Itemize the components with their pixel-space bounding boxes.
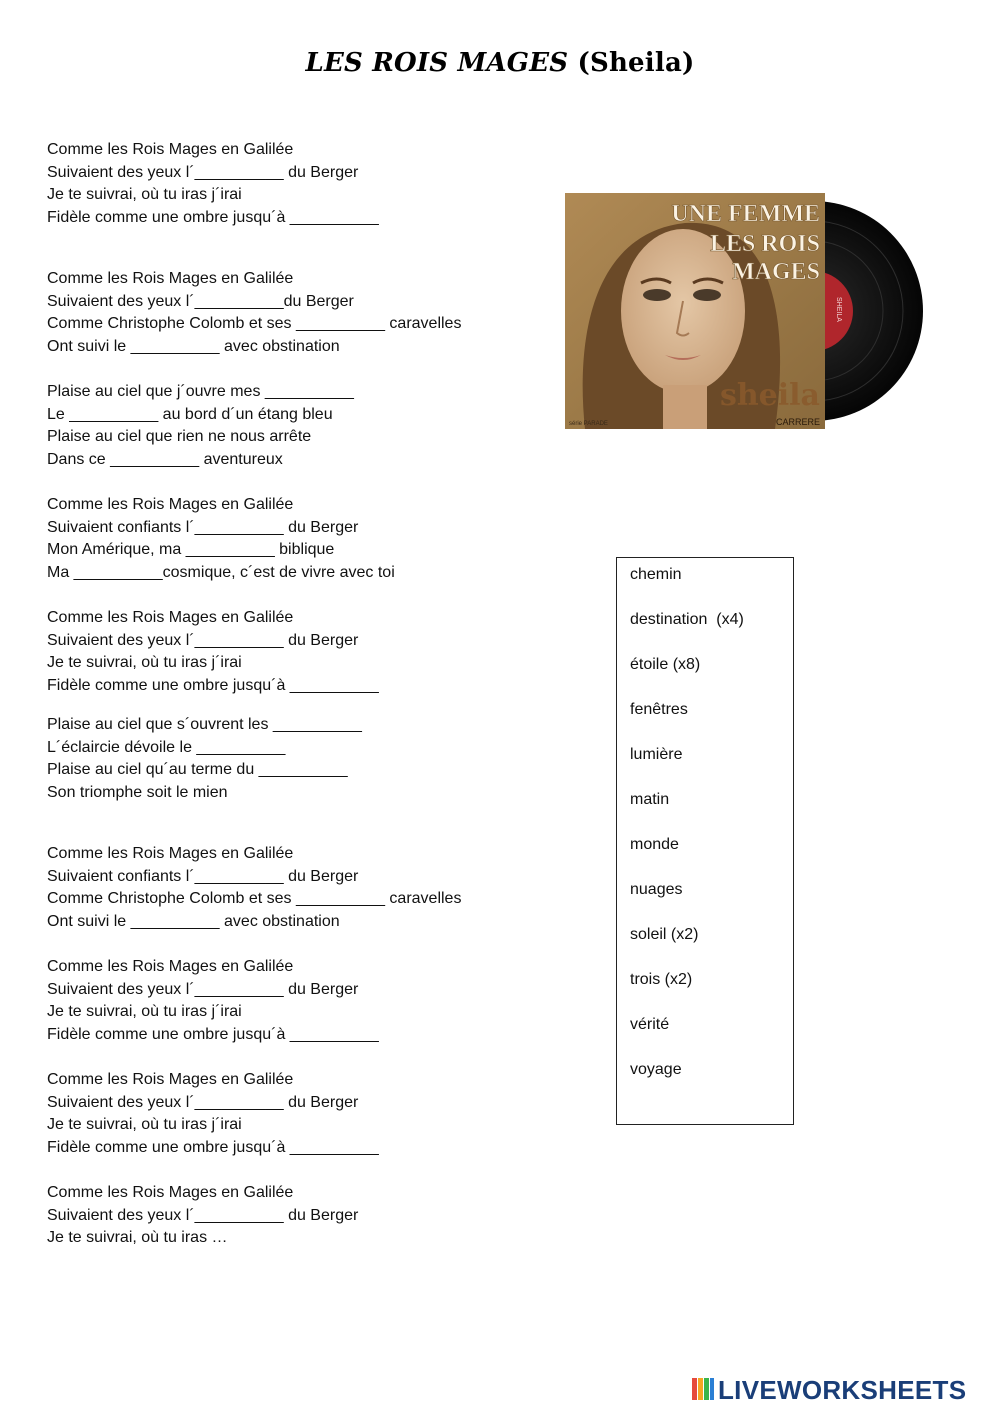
lyric-line: Ont suivi le __________ avec obstination <box>47 912 340 930</box>
lyric-line: Plaise au ciel que s´ouvrent les __________ <box>47 716 362 733</box>
liveworksheets-mark-icon <box>692 1378 714 1400</box>
page-title <box>0 48 1000 78</box>
lyric-line: Fidèle comme une ombre jusqu´à __________ <box>47 1138 379 1156</box>
title-song: LES ROIS MAGES <box>305 48 569 78</box>
disc-label-text: SHEILA <box>835 297 842 322</box>
stanza-6 <box>47 714 362 804</box>
title-artist: (Sheila) <box>568 48 695 78</box>
lyric-line: Suivaient des yeux l´__________ du Berger <box>47 980 359 998</box>
lyric-line: Comme les Rois Mages en Galilée <box>47 496 294 513</box>
word-bank-item: soleil (x2) <box>630 926 699 943</box>
lyric-line: Je te suivrai, où tu iras … <box>47 1229 228 1247</box>
lyric-line: Fidèle comme une ombre jusqu´à __________ <box>47 1025 379 1043</box>
lyric-line: Plaise au ciel que rien ne nous arrête <box>47 428 312 446</box>
lyric-line: Suivaient confiants l´__________ du Berger <box>47 867 359 885</box>
lyric-line: Comme les Rois Mages en Galilée <box>47 270 294 287</box>
stanza-10 <box>47 1182 358 1250</box>
eye-left <box>643 289 671 301</box>
stanza-2 <box>47 268 461 358</box>
lyric-line: Mon Amérique, ma __________ biblique <box>47 541 335 559</box>
lyric-line: Je te suivrai, où tu iras j´irai <box>47 1116 242 1134</box>
lyric-line: Ont suivi le __________ avec obstination <box>47 337 340 355</box>
cover-artist: sheila <box>719 378 820 413</box>
cover-title-line-2: LES ROIS <box>709 231 820 257</box>
lyric-line: Le __________ au bord d´un étang bleu <box>47 405 333 423</box>
stanza-9 <box>47 1069 379 1159</box>
cover-title-line-3: MAGES <box>731 259 820 285</box>
lyric-line: Suivaient des yeux l´__________ du Berger <box>47 1206 359 1224</box>
lyric-line: Comme les Rois Mages en Galilée <box>47 1184 294 1201</box>
cover-series: série PARADE <box>569 421 608 427</box>
stanza-1 <box>47 139 379 229</box>
word-bank-item: fenêtres <box>630 701 688 718</box>
word-bank-box <box>616 557 794 1125</box>
album-cover-svg <box>565 193 925 429</box>
lyric-line: Comme les Rois Mages en Galilée <box>47 845 294 862</box>
lyric-line: Comme Christophe Colomb et ses __________ caravelles <box>47 315 462 333</box>
word-bank-item: voyage <box>630 1061 682 1078</box>
lyric-line: Comme Christophe Colomb et ses __________ caravelles <box>47 890 462 908</box>
lyric-line: Suivaient des yeux l´__________ du Berger <box>47 1093 359 1111</box>
stanza-8 <box>47 956 379 1046</box>
word-bank-item: destination (x4) <box>630 611 744 628</box>
lyric-line: L´éclaircie dévoile le __________ <box>47 738 286 756</box>
eye-right <box>693 289 721 301</box>
stanza-5 <box>47 607 379 697</box>
lyric-line: Son triomphe soit le mien <box>47 783 228 801</box>
lyric-line: Fidèle comme une ombre jusqu´à __________ <box>47 676 379 694</box>
word-bank-item: étoile (x8) <box>630 656 701 673</box>
lyric-line: Fidèle comme une ombre jusqu´à __________ <box>47 208 379 226</box>
cover-title-line-1: UNE FEMME <box>671 201 820 227</box>
lyric-line: Suivaient des yeux l´__________ du Berger <box>47 631 359 649</box>
album-cover-image <box>565 193 925 429</box>
lyric-line: Comme les Rois Mages en Galilée <box>47 609 294 626</box>
word-bank-item: monde <box>630 836 679 853</box>
word-bank-item: lumière <box>630 746 683 763</box>
lyric-line: Suivaient confiants l´__________ du Berger <box>47 518 359 536</box>
logo-text: LIVEWORKSHEETS <box>718 1375 967 1405</box>
stanza-7 <box>47 843 461 933</box>
lyric-line: Dans ce __________ aventureux <box>47 450 283 468</box>
stanza-3 <box>47 381 354 471</box>
word-bank-item: trois (x2) <box>630 971 693 988</box>
lyric-line: Je te suivrai, où tu iras j´irai <box>47 654 242 672</box>
word-bank-item: chemin <box>630 566 682 583</box>
lyric-line: Suivaient des yeux l´__________du Berger <box>47 292 354 310</box>
lyric-line: Suivaient des yeux l´__________ du Berger <box>47 163 359 181</box>
lyric-line: Comme les Rois Mages en Galilée <box>47 141 294 158</box>
neck <box>663 385 707 429</box>
lyric-line: Je te suivrai, où tu iras j´irai <box>47 1003 242 1021</box>
cover-label: CARRERE <box>775 417 820 427</box>
lyric-line: Je te suivrai, où tu iras j´irai <box>47 186 242 204</box>
word-bank-item: matin <box>630 791 670 808</box>
stanza-4 <box>47 494 395 584</box>
word-bank-item: vérité <box>630 1016 670 1033</box>
lyric-line: Comme les Rois Mages en Galilée <box>47 958 294 975</box>
lyric-line: Plaise au ciel que j´ouvre mes __________ <box>47 383 354 400</box>
word-bank-item: nuages <box>630 881 683 898</box>
lyric-line: Ma __________cosmique, c´est de vivre avec toi <box>47 563 395 581</box>
lyric-line: Comme les Rois Mages en Galilée <box>47 1071 294 1088</box>
lyric-line: Plaise au ciel qu´au terme du __________ <box>47 761 348 779</box>
